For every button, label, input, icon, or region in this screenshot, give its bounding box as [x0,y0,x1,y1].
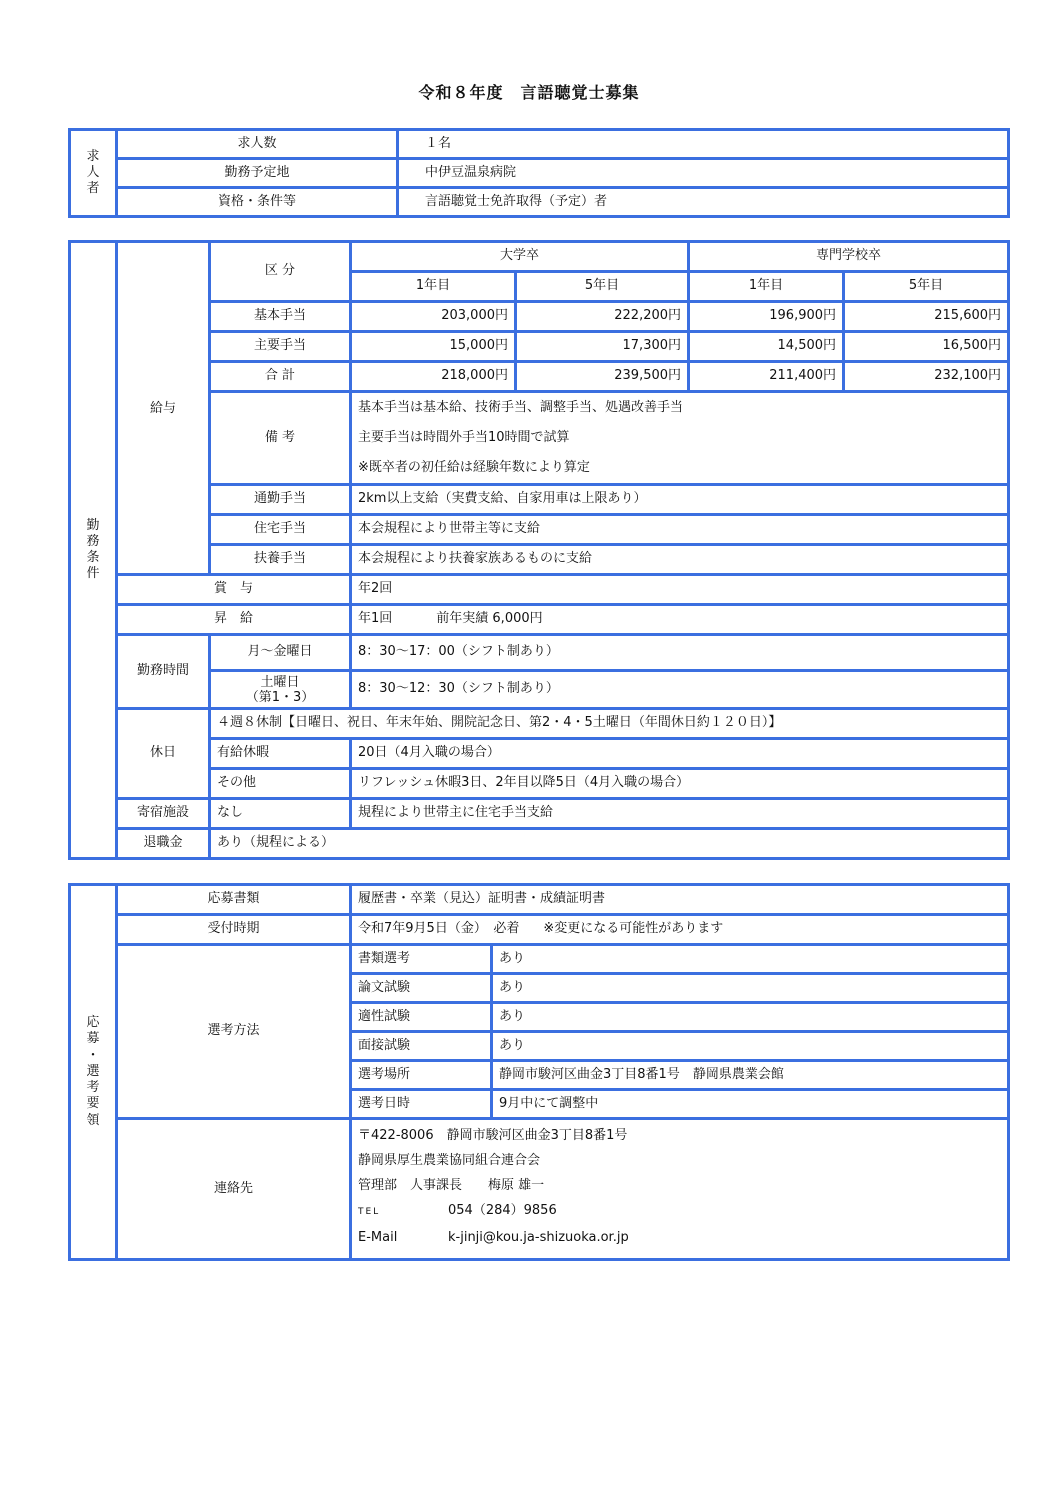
salary-cell: 222,200円 [516,302,689,332]
saturday-hours-label: 土曜日 （第1・3） [210,671,351,709]
dormitory-label: 寄宿施設 [117,799,210,829]
contact-email [358,1225,1001,1250]
contact-label: 連絡先 [117,1119,351,1260]
commute-allowance-value: 2km以上支給（実費支給、自家用車は上限あり） [351,485,1009,515]
interview-label: 面接試験 [351,1032,492,1061]
family-allowance-label: 扶養手当 [210,545,351,575]
univ-year1-header: 1年目 [351,272,516,302]
essay-exam-value: あり [492,974,1009,1003]
essay-exam-label: 論文試験 [351,974,492,1003]
salary-cell: 16,500円 [844,332,1009,362]
conditions-table [68,240,1010,860]
remarks-text [351,392,1009,485]
bonus-value: 年2回 [351,575,1009,605]
salary-cell: 215,600円 [844,302,1009,332]
application-table [68,883,1010,1261]
qualification-value: 言語聴覚士免許取得（予定）者 [398,188,1009,217]
salary-cell: 14,500円 [689,332,844,362]
salary-label: 給与 [117,242,210,575]
commute-allowance-label: 通勤手当 [210,485,351,515]
salary-cell: 211,400円 [689,362,844,392]
housing-allowance-value: 本会規程により世帯主等に支給 [351,515,1009,545]
college-year5-header: 5年目 [844,272,1009,302]
weekday-hours-value: 8：30～17：00（シフト制あり） [351,635,1009,671]
retirement-label: 退職金 [117,829,210,859]
raise-note: 前年実績 6,000円 [436,611,543,627]
bonus-label: 賞 与 [117,575,351,605]
tel-label: TEL [358,1207,381,1217]
contact-tel [358,1198,1001,1225]
exam-date-value: 9月中にて調整中 [492,1090,1009,1119]
holiday-main-value: ４週８休制【日曜日、祝日、年末年始、開院記念日、第2・4・5土曜日（年間休日約１２０日）】 [210,709,1009,739]
dormitory-value: 規程により世帯主に住宅手当支給 [351,799,1009,829]
housing-allowance-label: 住宅手当 [210,515,351,545]
salary-cell: 17,300円 [516,332,689,362]
remarks-label: 備 考 [210,392,351,485]
dormitory-status: なし [210,799,351,829]
recruiter-table [68,128,1010,218]
qualification-label: 資格・条件等 [117,188,398,217]
salary-cell: 232,100円 [844,362,1009,392]
remarks-line: 主要手当は時間外手当10時間で試算 [358,430,570,445]
basic-allowance-label: 基本手当 [210,302,351,332]
conditions-side-label: 勤 務 条 件 [70,242,117,859]
period-note: ※変更になる可能性があります [543,921,724,937]
raise-value [351,605,1009,635]
document-screening-value: あり [492,945,1009,974]
exam-date-label: 選考日時 [351,1090,492,1119]
application-side-label: 応 募 ・ 選 考 要 領 [70,885,117,1260]
univ-header: 大学卒 [351,242,689,272]
period-value [351,915,1009,945]
contact-info [351,1119,1009,1260]
aptitude-test-value: あり [492,1003,1009,1032]
salary-cell: 203,000円 [351,302,516,332]
workplace-value: 中伊豆温泉病院 [398,159,1009,188]
raise-frequency: 年1回 [358,611,393,627]
college-header: 専門学校卒 [689,242,1009,272]
univ-year5-header: 5年目 [516,272,689,302]
salary-cell: 15,000円 [351,332,516,362]
remarks-line: 基本手当は基本給、技術手当、調整手当、処遇改善手当 [358,400,684,415]
weekday-hours-label: 月～金曜日 [210,635,351,671]
document-screening-label: 書類選考 [351,945,492,974]
workplace-label: 勤務予定地 [117,159,398,188]
remarks-line: ※既卒者の初任給は経験年数により算定 [358,460,590,475]
period-label: 受付時期 [117,915,351,945]
work-hours-label: 勤務時間 [117,635,210,709]
email-address[interactable]: k-jinji@kou.ja-shizuoka.or.jp [448,1230,629,1245]
page-title: 令和８年度 言語聴覚士募集 [418,83,640,102]
paid-leave-label: 有給休暇 [210,739,351,769]
college-year1-header: 1年目 [689,272,844,302]
interview-value: あり [492,1032,1009,1061]
documents-value: 履歴書・卒業（見込）証明書・成績証明書 [351,885,1009,915]
main-allowance-label: 主要手当 [210,332,351,362]
other-leave-value: リフレッシュ休暇3日、2年目以降5日（4月入職の場合） [351,769,1009,799]
email-label: E-Mail [358,1230,398,1245]
recruiter-side-label: 求 人 者 [70,130,117,217]
contact-person: 管理部 人事課長 梅原 雄一 [358,1178,545,1193]
documents-label: 応募書類 [117,885,351,915]
paid-leave-value: 20日（4月入職の場合） [351,739,1009,769]
salary-cell: 239,500円 [516,362,689,392]
aptitude-test-label: 適性試験 [351,1003,492,1032]
exam-venue-label: 選考場所 [351,1061,492,1090]
contact-organization: 静岡県厚生農業協同組合連合会 [358,1153,541,1168]
family-allowance-value: 本会規程により扶養家族あるものに支給 [351,545,1009,575]
other-leave-label: その他 [210,769,351,799]
holiday-label: 休日 [117,709,210,799]
kubun-label: 区 分 [210,242,351,302]
retirement-value: あり（規程による） [210,829,1009,859]
headcount-value: １名 [398,130,1009,159]
salary-cell: 196,900円 [689,302,844,332]
saturday-hours-value: 8：30～12：30（シフト制あり） [351,671,1009,709]
contact-address: 〒422-8006 静岡市駿河区曲金3丁目8番1号 [358,1128,628,1143]
salary-cell: 218,000円 [351,362,516,392]
tel-number: 054（284）9856 [448,1203,557,1218]
raise-label: 昇 給 [117,605,351,635]
selection-method-label: 選考方法 [117,945,351,1119]
exam-venue-value: 静岡市駿河区曲金3丁目8番1号 静岡県農業会館 [492,1061,1009,1090]
total-label: 合 計 [210,362,351,392]
headcount-label: 求人数 [117,130,398,159]
period-date: 令和7年9月5日（金） 必着 [358,921,520,937]
